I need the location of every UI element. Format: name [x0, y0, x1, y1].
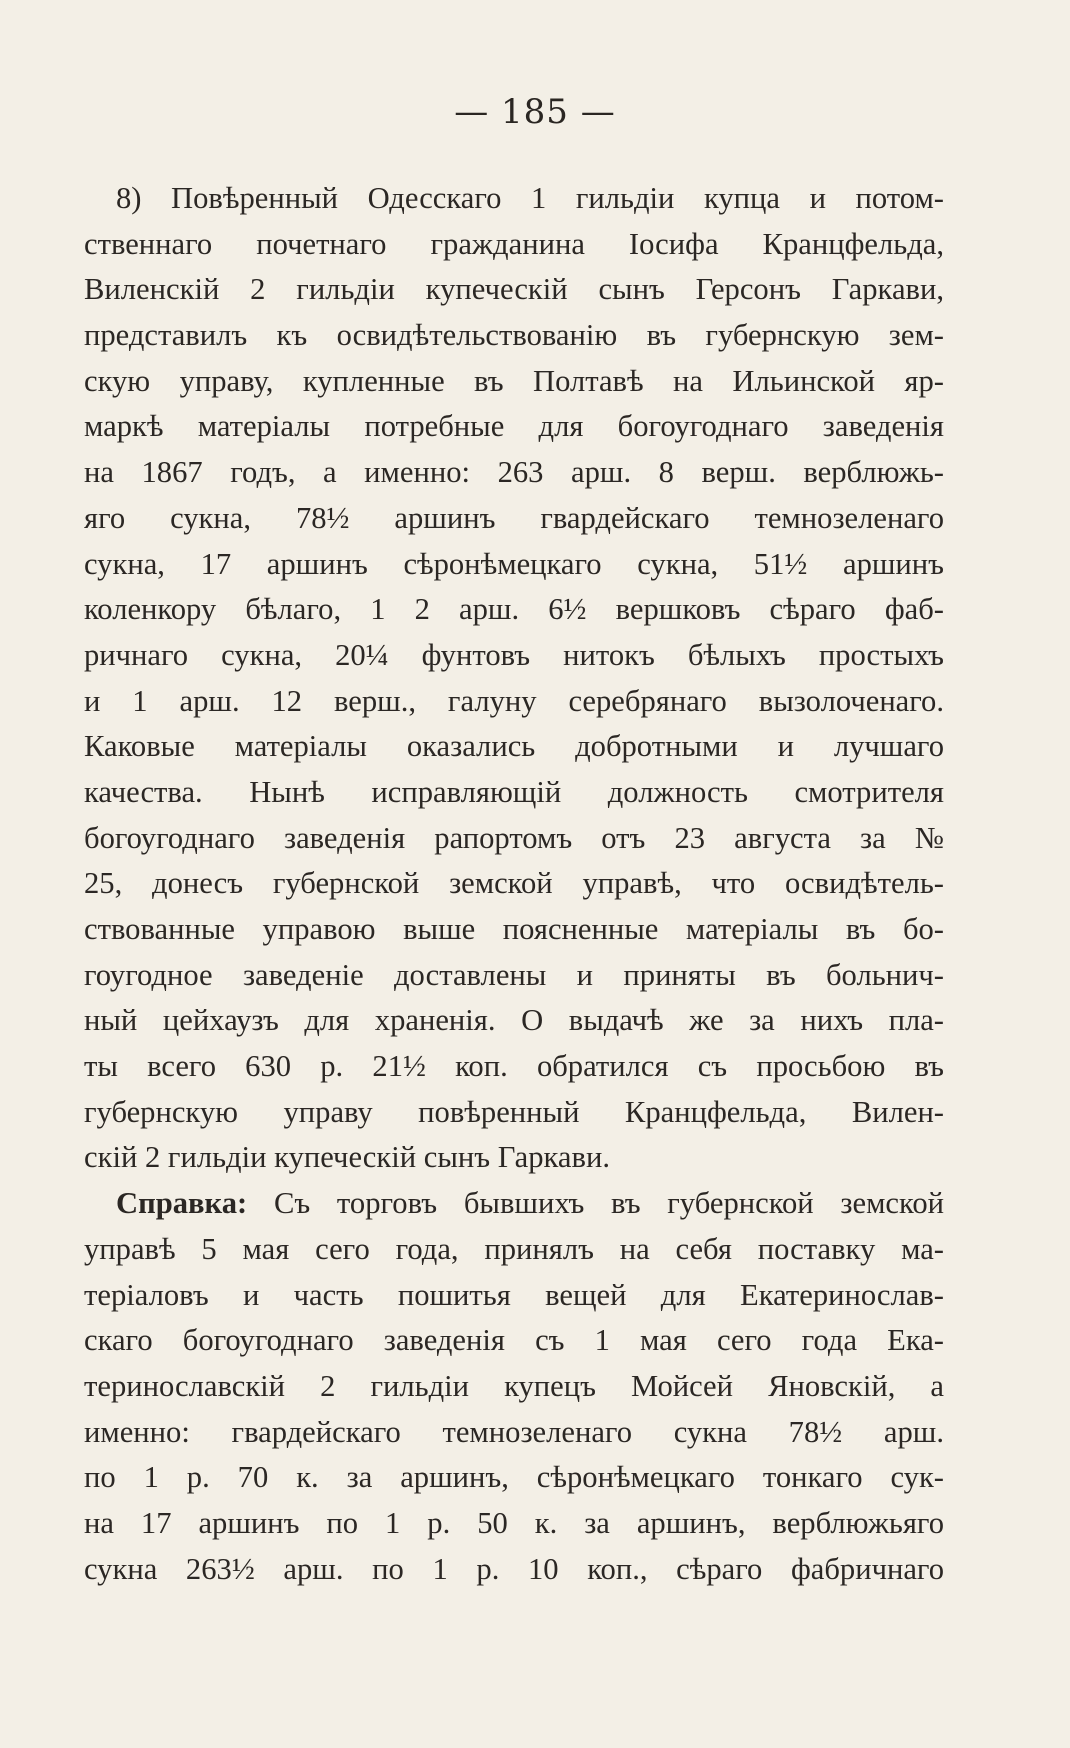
text-line: ты всего 630 р. 21½ коп. обратился съ просьбою въ — [84, 1049, 944, 1084]
text-line: по 1 р. 70 к. за аршинъ, сѣронѣмецкаго тонкаго сук- — [84, 1460, 944, 1495]
text-line: на 1867 годъ, а именно: 263 арш. 8 верш. верблюжь- — [84, 455, 944, 490]
text-line: скаго богоугоднаго заведенія съ 1 мая сего года Ека- — [84, 1323, 944, 1358]
text-line: ный цейхаузъ для храненія. О выдачѣ же за нихъ пла- — [84, 1003, 944, 1038]
paragraph-1 — [84, 176, 944, 1181]
text-line: Виленскій 2 гильдіи купеческій сынъ Герсонъ Гаркави, — [84, 272, 944, 307]
text-line: скій 2 гильдіи купеческій сынъ Гаркави. — [84, 1140, 610, 1175]
text-line: теринославскій 2 гильдіи купецъ Мойсей Яновскій, а — [84, 1368, 944, 1403]
text-line: сукна, 17 аршинъ сѣронѣмецкаго сукна, 51½ аршинъ — [84, 546, 944, 581]
text-line: теріаловъ и часть пошитья вещей для Екатеринослав- — [84, 1277, 944, 1312]
text-line: богоугоднаго заведенія рапортомъ отъ 23 августа за № — [84, 820, 944, 855]
text-line: ричнаго сукна, 20¼ фунтовъ нитокъ бѣлыхъ простыхъ — [84, 637, 944, 672]
reference-label: Справка: — [116, 1186, 248, 1221]
text-line: губернскую управу повѣренный Кранцфельда, Вилен- — [84, 1094, 944, 1129]
text-line: маркѣ матеріалы потребные для богоугоднаго заведенія — [84, 409, 944, 444]
text-line: сукна 263½ арш. по 1 р. 10 коп., сѣраго фабричнаго — [84, 1551, 944, 1586]
body-text — [84, 176, 944, 1592]
text-line: скую управу, купленные въ Полтавѣ на Ильинской яр- — [84, 363, 944, 398]
paragraph-2 — [84, 1181, 944, 1592]
text-line: коленкору бѣлаго, 1 2 арш. 6½ вершковъ сѣраго фаб- — [84, 592, 944, 627]
text-fragment: Съ торговъ бывшихъ въ губернской земской — [273, 1186, 944, 1221]
text-line: ствованные управою выше поясненные матеріалы въ бо- — [84, 912, 944, 946]
text-line: качества. Нынѣ исправляющій должность смотрителя — [84, 774, 944, 809]
page-number: — 185 — — [454, 92, 616, 132]
text-line: представилъ къ освидѣтельствованію въ губернскую зем- — [84, 318, 944, 353]
text-line: на 17 аршинъ по 1 р. 50 к. за аршинъ, верблюжьяго — [84, 1505, 944, 1540]
text-line: 8) Повѣренный Одесскаго 1 гильдіи купца и потом- — [116, 181, 944, 215]
text-line: гоугодное заведеніе доставлены и приняты въ больнич- — [84, 957, 944, 992]
text-line: 25, донесъ губернской земской управѣ, что освидѣтель- — [84, 866, 944, 901]
text-line: и 1 арш. 12 верш., галуну серебрянаго вызолоченаго. — [84, 683, 944, 718]
text-line: управѣ 5 мая сего года, принялъ на себя поставку ма- — [84, 1231, 944, 1266]
text-line: Каковые матеріалы оказались добротными и лучшаго — [84, 729, 944, 764]
text-line: ственнаго почетнаго гражданина Іосифа Кранцфельда, — [84, 226, 944, 261]
text-line: именно: гвардейскаго темнозеленаго сукна 78½ арш. — [84, 1414, 944, 1449]
text-line: яго сукна, 78½ аршинъ гвардейскаго темнозеленаго — [84, 500, 944, 535]
text-line — [84, 1181, 944, 1227]
